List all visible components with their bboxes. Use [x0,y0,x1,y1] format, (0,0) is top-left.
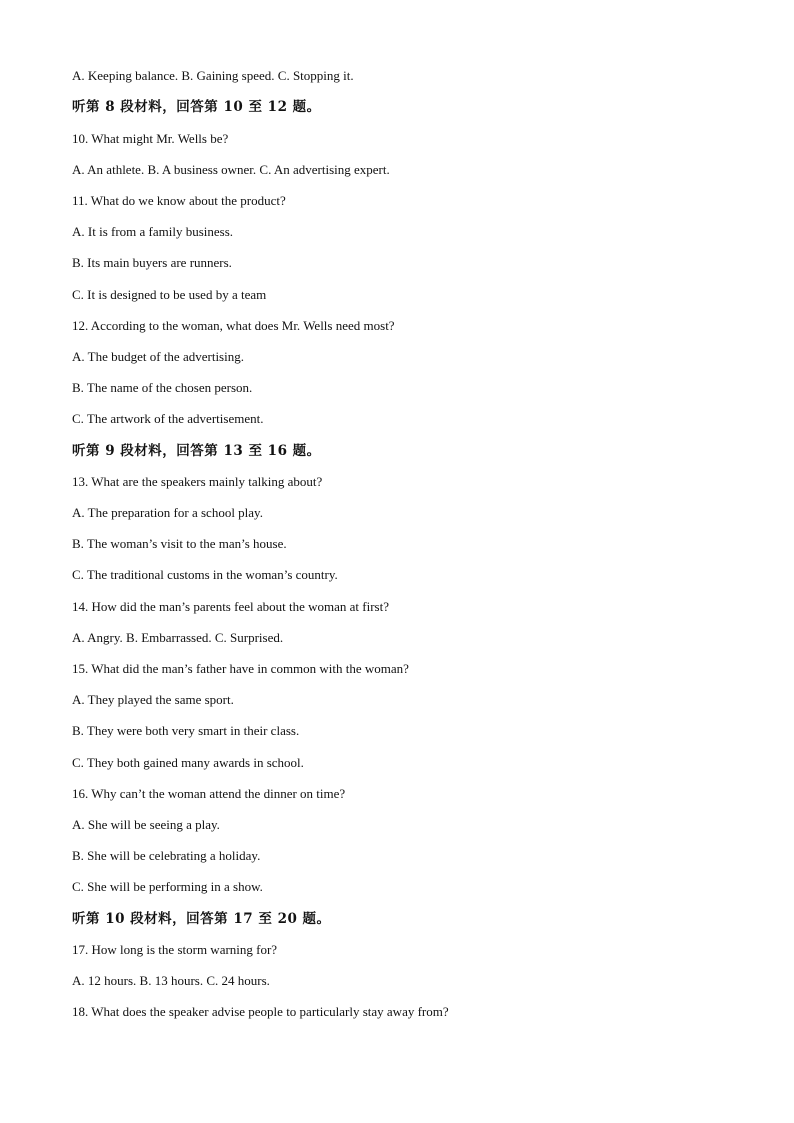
option-line: A. They played the same sport. [72,692,234,707]
option-line: B. Its main buyers are runners. [72,255,232,270]
option-line: B. The name of the chosen person. [72,380,253,395]
option-line: A. The preparation for a school play. [72,505,263,520]
option-line: A. The budget of the advertising. [72,349,244,364]
question-line: 13. What are the speakers mainly talking about? [72,474,323,489]
option-line: C. It is designed to be used by a team [72,287,267,302]
option-line: B. She will be celebrating a holiday. [72,848,261,863]
option-line: A. Keeping balance. B. Gaining speed. C. Stopping it. [72,68,354,83]
section-heading: 听第 8 段材料，回答第 10 至 12 题。 [72,99,321,115]
option-line: B. The woman’s visit to the man’s house. [72,536,287,551]
question-line: 14. How did the man’s parents feel about the woman at first? [72,599,389,614]
option-line: A. She will be seeing a play. [72,817,220,832]
option-line: C. The traditional customs in the woman’s country. [72,567,338,582]
option-line: C. The artwork of the advertisement. [72,411,264,426]
option-line: C. She will be performing in a show. [72,879,263,894]
question-line: 11. What do we know about the product? [72,193,286,208]
option-line: A. An athlete. B. A business owner. C. An advertising expert. [72,162,390,177]
question-line: 17. How long is the storm warning for? [72,942,278,957]
option-line: B. They were both very smart in their class. [72,723,300,738]
option-line: A. It is from a family business. [72,224,234,239]
section-heading: 听第 9 段材料，回答第 13 至 16 题。 [72,443,321,459]
section-heading: 听第 10 段材料，回答第 17 至 20 题。 [72,911,331,927]
option-line: C. They both gained many awards in school. [72,755,304,770]
option-line: A. 12 hours. B. 13 hours. C. 24 hours. [72,973,270,988]
option-line: A. Angry. B. Embarrassed. C. Surprised. [72,630,284,645]
question-line: 12. According to the woman, what does Mr. Wells need most? [72,318,395,333]
question-line: 15. What did the man’s father have in common with the woman? [72,661,409,676]
question-line: 16. Why can’t the woman attend the dinner on time? [72,786,346,801]
question-line: 18. What does the speaker advise people to particularly stay away from? [72,1004,449,1019]
question-line: 10. What might Mr. Wells be? [72,131,229,146]
